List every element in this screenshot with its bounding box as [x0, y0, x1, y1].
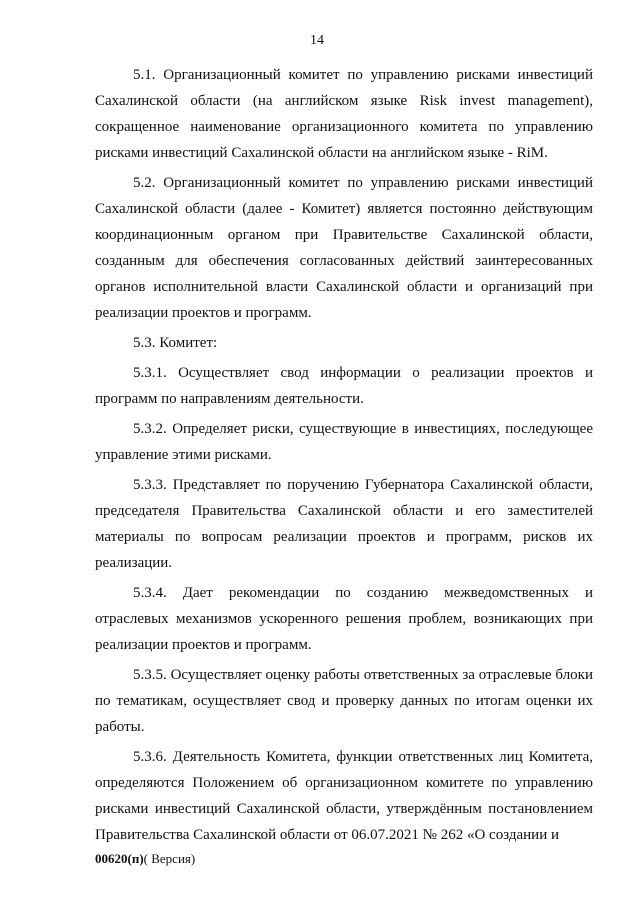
document-code: 00620(п): [95, 851, 144, 866]
paragraph-5-3: 5.3. Комитет:: [133, 335, 218, 351]
paragraph-5-3-6: 5.3.6. Деятельность Комитета, функции ответственных лиц Комитета, определяются Положением об организационном комитете по управлению рисками инвестиций Сахалинской области, утверждённым постановлением Правительства Сахалинской области от 06.07.2021 № 262 «О создании и: [95, 749, 593, 843]
paragraph-5-1: 5.1. Организационный комитет по управлению рисками инвестиций Сахалинской области (на английском языке Risk invest management), сокращенное наименование организационного комитета по управлению рисками инвестиций Сахалинской области на английском языке - RiM.: [95, 67, 593, 161]
document-body: [95, 62, 593, 848]
document-footer: [95, 851, 195, 867]
paragraph-5-3-5: 5.3.5. Осуществляет оценку работы ответственных за отраслевые блоки по тематикам, осуществляет свод и проверку данных по итогам оценки их работы.: [95, 667, 593, 735]
document-version: ( Версия): [143, 851, 196, 866]
paragraph-5-3-3: 5.3.3. Представляет по поручению Губернатора Сахалинской области, председателя Правительства Сахалинской области и его заместителей материалы по вопросам реализации проектов и программ, рисков их реализации.: [95, 477, 593, 571]
paragraph-5-2: 5.2. Организационный комитет по управлению рисками инвестиций Сахалинской области (далее - Комитет) является постоянно действующим координационным органом при Правительстве Сахалинской области, созданным для обеспечения согласованных действий заинтересованных органов исполнительной власти Сахалинской области и организаций при реализации проектов и программ.: [95, 175, 593, 321]
paragraph-5-3-4: 5.3.4. Дает рекомендации по созданию межведомственных и отраслевых механизмов ускоренного решения проблем, возникающих при реализации проектов и программ.: [95, 585, 593, 653]
paragraph-5-3-2: 5.3.2. Определяет риски, существующие в инвестициях, последующее управление этими рисками.: [95, 421, 593, 463]
page-number: 14: [310, 33, 324, 48]
paragraph-5-3-1: 5.3.1. Осуществляет свод информации о реализации проектов и программ по направлениям деятельности.: [95, 365, 593, 407]
